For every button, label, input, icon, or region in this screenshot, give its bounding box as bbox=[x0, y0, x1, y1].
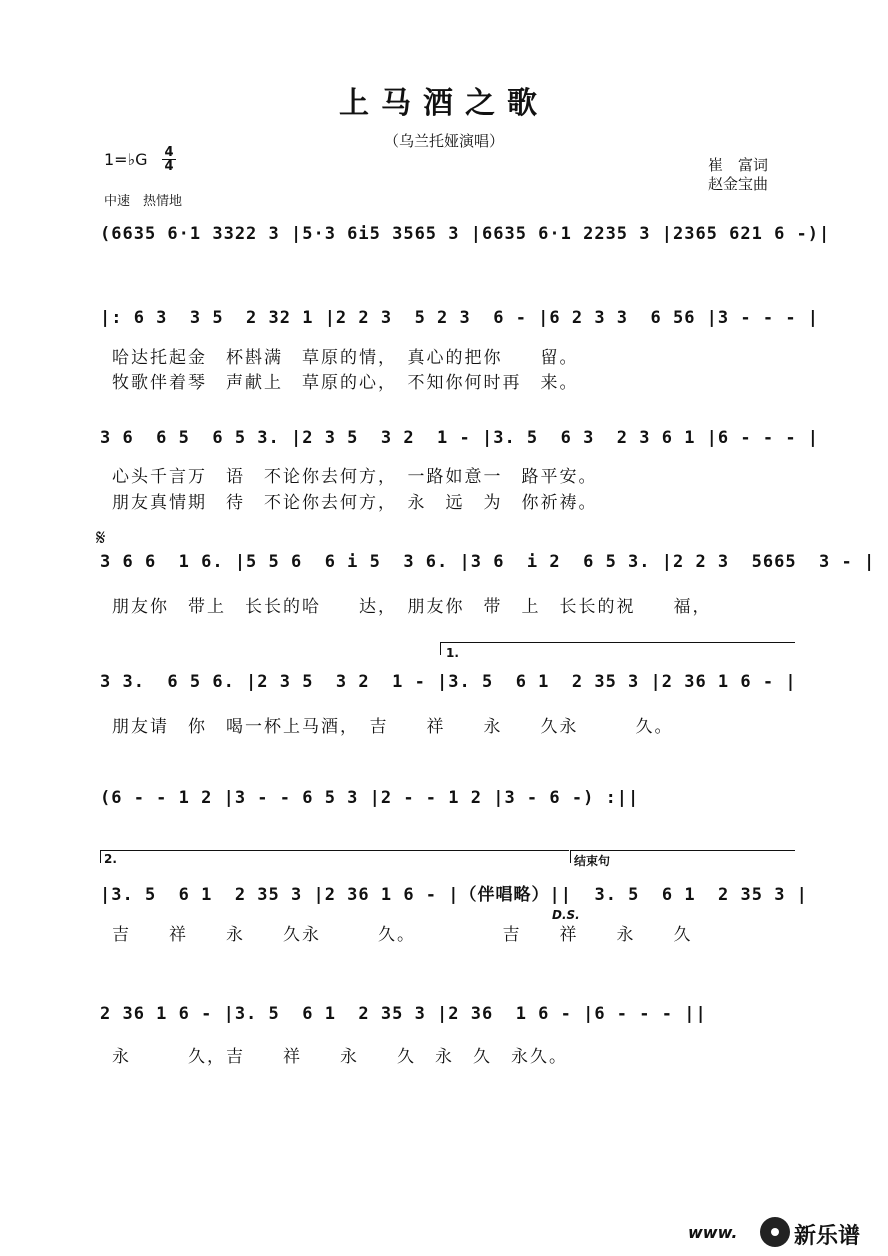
lyrics-line-3a: 心头千言万 语 不论你去何方， 一路如意一 路平安。 bbox=[112, 467, 598, 487]
watermark-logo bbox=[688, 1215, 888, 1251]
notation-line-4: 3 6 6 1 6. |5 5 6 6 i 5 3 6. |3 6 i 2 6 5 3. |2 2 3 5665 3 - | bbox=[100, 552, 876, 572]
composer-credit: 赵金宝曲 bbox=[708, 175, 769, 193]
lyrics-line-7: 吉 祥 永 久永 久。 吉 祥 永 久 bbox=[112, 925, 693, 945]
lyricist-credit: 崔 富词 bbox=[708, 156, 769, 174]
ending-label: 结束句 bbox=[574, 854, 611, 868]
lyrics-line-2a: 哈达托起金 杯斟满 草原的情， 真心的把你 留。 bbox=[112, 348, 579, 368]
notation-line-8: 2 36 1 6 - |3. 5 6 1 2 35 3 |2 36 1 6 - |6 - - - || bbox=[100, 1004, 707, 1024]
watermark-name: 新乐谱 bbox=[794, 1224, 861, 1249]
ds-marking: D.S. bbox=[552, 908, 580, 922]
volta-2-bracket bbox=[100, 850, 569, 863]
credits bbox=[708, 156, 768, 194]
tempo-marking: 中速 热情地 bbox=[104, 194, 183, 209]
ending-bracket bbox=[570, 850, 795, 863]
song-title: 上马酒之歌 bbox=[339, 86, 549, 121]
lyrics-line-4: 朋友你 带上 长长的哈 达， 朋友你 带 上 长长的祝 福， bbox=[112, 597, 712, 617]
notation-line-6: (6 - - 1 2 |3 - - 6 5 3 |2 - - 1 2 |3 - 6 -) :|| bbox=[100, 788, 640, 808]
lyrics-line-3b: 朋友真情期 待 不论你去何方， 永 远 为 你祈祷。 bbox=[112, 493, 598, 513]
notation-line-5: 3 3. 6 5 6. |2 3 5 3 2 1 - |3. 5 6 1 2 35 3 |2 36 1 6 - | bbox=[100, 672, 797, 692]
performer-note: （乌兰托娅演唱） bbox=[383, 132, 504, 150]
notation-line-7: |3. 5 6 1 2 35 3 |2 36 1 6 - |（伴唱略）|| 3. 5 6 1 2 35 3 | bbox=[100, 885, 808, 905]
time-signature: 4 4 bbox=[162, 146, 176, 173]
key-signature: 1=♭G bbox=[104, 150, 148, 169]
lyrics-line-2b: 牧歌伴着琴 声献上 草原的心， 不知你何时再 来。 bbox=[112, 373, 579, 393]
volta-1-bracket bbox=[440, 642, 795, 655]
segno-sign: 𝄋 bbox=[96, 526, 106, 551]
notation-line-1: (6635 6·1 3322 3 |5·3 6i5 3565 3 |6635 6·1 2235 3 |2365 621 6 -)| bbox=[100, 224, 831, 244]
record-disc-icon bbox=[760, 1217, 790, 1247]
lyrics-line-5: 朋友请 你 喝一杯上马酒， 吉 祥 永 久永 久。 bbox=[112, 717, 674, 737]
notation-line-3: 3 6 6 5 6 5 3. |2 3 5 3 2 1 - |3. 5 6 3 2 3 6 1 |6 - - - | bbox=[100, 428, 820, 448]
notation-line-2: |: 6 3 3 5 2 32 1 |2 2 3 5 2 3 6 - |6 2 3 3 6 56 |3 - - - | bbox=[100, 308, 820, 328]
lyrics-line-8: 永 久，吉 祥 永 久 永 久 永久。 bbox=[112, 1047, 568, 1067]
watermark-url: www. bbox=[688, 1223, 738, 1242]
volta-1-label: 1. bbox=[446, 646, 459, 660]
volta-2-label: 2. bbox=[104, 852, 117, 866]
